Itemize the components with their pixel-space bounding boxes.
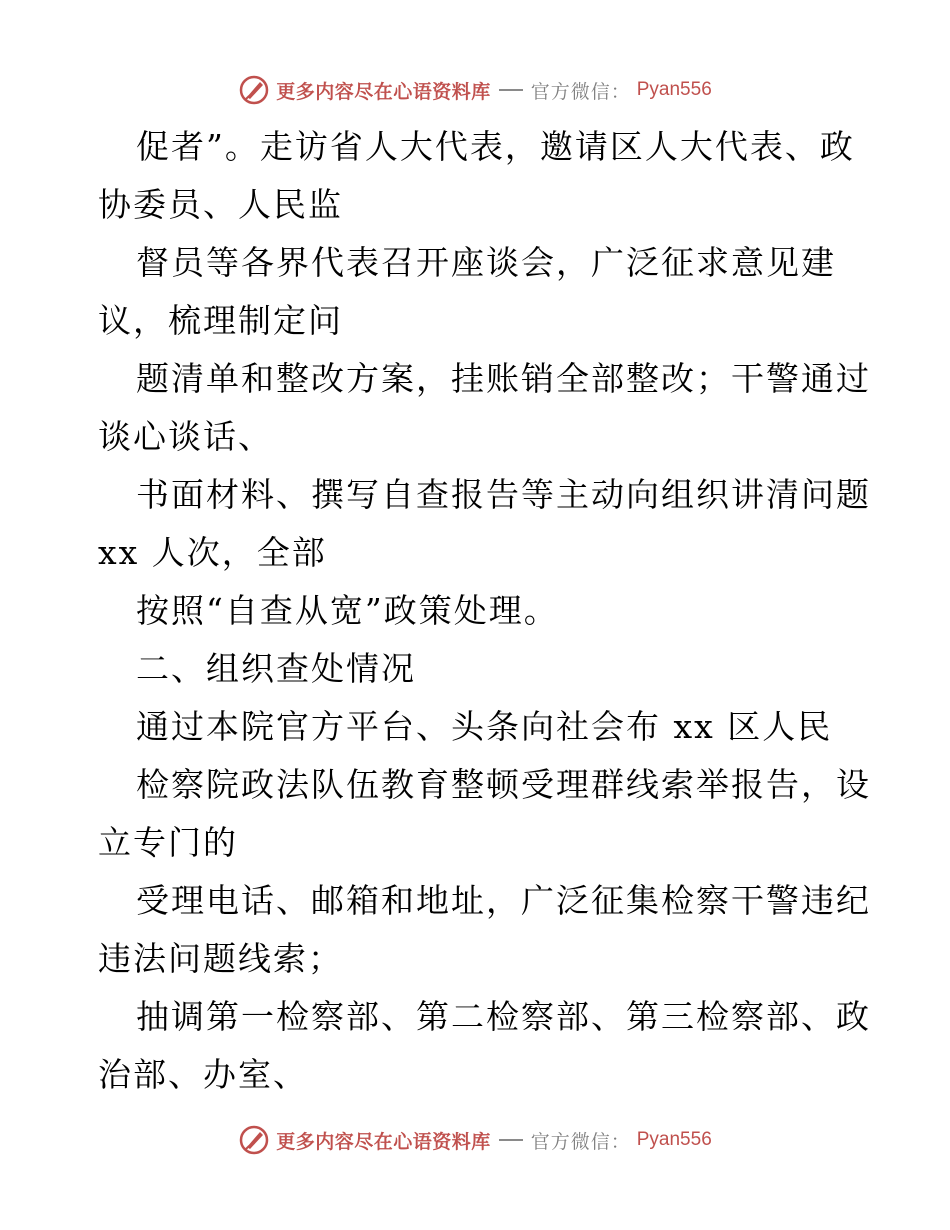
section-heading: 二、组织查处情况 [136, 649, 416, 688]
body-line: 督员等各界代表召开座谈会，广泛征求意见建 [136, 243, 836, 282]
footer-brand-text: 更多内容尽在心语资料库 [276, 1130, 491, 1153]
body-line: 促者”。走访省人大代表，邀请区人大代表、政 [136, 127, 855, 166]
header-brand-text: 更多内容尽在心语资料库 [276, 80, 491, 103]
footer-contact-label: 官方微信： [530, 1130, 631, 1153]
body-line: 书面材料、撰写自查报告等主动向组织讲清问题 [136, 475, 871, 514]
quill-pen-logo-icon [238, 1124, 270, 1156]
body-line: 受理电话、邮箱和地址，广泛征集检察干警违纪 [136, 881, 871, 920]
footer-contact-id: Pyan556 [636, 1129, 712, 1150]
footer-dash [499, 1139, 523, 1141]
body-line: 违法问题线索； [98, 939, 343, 978]
body-line: 题清单和整改方案，挂账销全部整改；干警通过 [136, 359, 871, 398]
quill-pen-logo-icon [238, 74, 270, 106]
body-line: 检察院政法队伍教育整顿受理群线索举报告，设 [136, 765, 871, 804]
body-line: 治部、办室、 [98, 1055, 308, 1094]
body-line: xx 人次，全部 [98, 533, 327, 572]
header-contact-id: Pyan556 [636, 79, 712, 100]
body-line: 抽调第一检察部、第二检察部、第三检察部、政 [136, 997, 871, 1036]
body-line: 通过本院官方平台、头条向社会布 xx 区人民 [136, 707, 833, 746]
header-contact-label: 官方微信： [530, 80, 631, 103]
body-line: 按照“自查从宽”政策处理。 [136, 591, 559, 630]
document-body [98, 118, 871, 1104]
footer-watermark [0, 1120, 950, 1160]
body-line: 谈心谈话、 [98, 417, 273, 456]
header-dash [499, 89, 523, 91]
header-watermark [0, 70, 950, 110]
body-line: 协委员、人民监 [98, 185, 343, 224]
body-line: 立专门的 [98, 823, 238, 862]
body-line: 议，梳理制定问 [98, 301, 343, 340]
